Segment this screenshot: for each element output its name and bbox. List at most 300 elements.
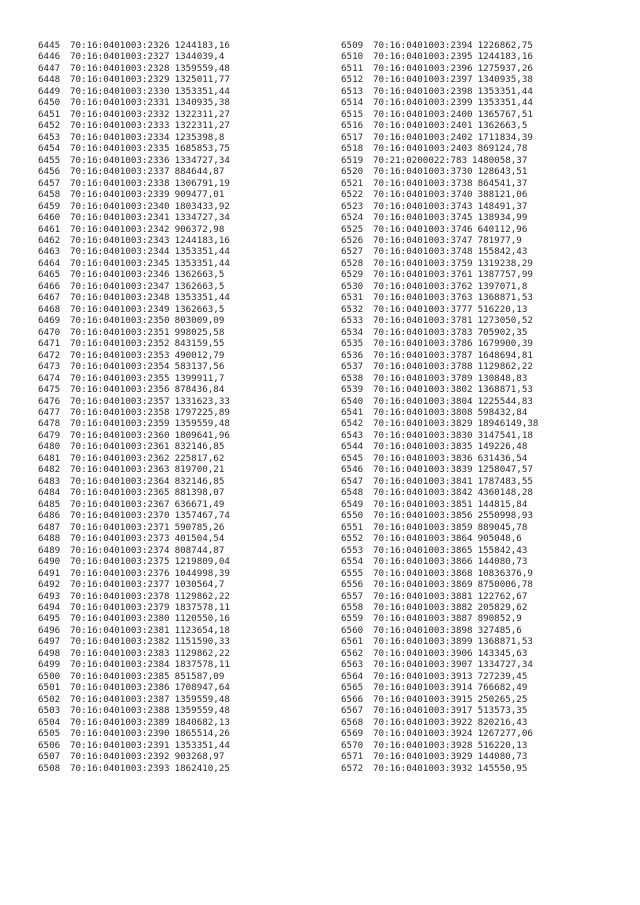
cadastral-number: 70:16:0401003:2401 xyxy=(373,120,473,132)
table-row xyxy=(38,705,338,716)
row-number: 6484 xyxy=(38,487,61,499)
cadastral-value: 998025,58 xyxy=(174,326,225,338)
row-number: 6557 xyxy=(341,590,364,602)
table-row xyxy=(38,109,338,120)
cadastral-number: 70:16:0401003:2327 xyxy=(70,51,170,63)
cadastral-value: 864541,37 xyxy=(477,177,528,189)
table-row xyxy=(341,694,640,705)
cadastral-number: 70:16:0401003:2376 xyxy=(70,567,170,579)
cadastral-value: 1226862,75 xyxy=(477,40,533,51)
cadastral-number: 70:16:0401003:3899 xyxy=(373,636,473,648)
cadastral-number: 70:16:0401003:2355 xyxy=(70,372,170,384)
cadastral-value: 878436,84 xyxy=(174,384,225,396)
cadastral-number: 70:16:0401003:3898 xyxy=(373,624,473,636)
cadastral-number: 70:16:0401003:3762 xyxy=(373,280,473,292)
row-number: 6552 xyxy=(341,533,364,545)
row-number: 6567 xyxy=(341,705,364,717)
row-number: 6498 xyxy=(38,647,61,659)
cadastral-value: 1225544,83 xyxy=(477,395,533,407)
cadastral-number: 70:16:0401003:2396 xyxy=(373,62,473,74)
cadastral-number: 70:16:0401003:3740 xyxy=(373,189,473,201)
table-row xyxy=(38,246,338,257)
row-number: 6478 xyxy=(38,418,61,430)
table-row xyxy=(38,51,338,62)
cadastral-value: 803009,09 xyxy=(174,315,225,327)
cadastral-number: 70:16:0401003:2395 xyxy=(373,51,473,63)
cadastral-value: 1359559,48 xyxy=(174,693,230,705)
table-row xyxy=(341,602,640,613)
cadastral-value: 640112,96 xyxy=(477,223,528,235)
table-row xyxy=(38,178,338,189)
row-number: 6551 xyxy=(341,521,364,533)
left-column xyxy=(38,40,338,774)
cadastral-number: 70:16:0401003:3839 xyxy=(373,464,473,476)
cadastral-number: 70:16:0401003:3836 xyxy=(373,452,473,464)
row-number: 6503 xyxy=(38,705,61,717)
row-number: 6545 xyxy=(341,452,364,464)
table-row xyxy=(38,717,338,728)
cadastral-value: 1362663,5 xyxy=(174,280,225,292)
cadastral-value: 906372,98 xyxy=(174,223,225,235)
table-row xyxy=(341,74,640,85)
row-number: 6464 xyxy=(38,257,61,269)
table-row xyxy=(38,86,338,97)
cadastral-number: 70:16:0401003:2371 xyxy=(70,521,170,533)
cadastral-number: 70:16:0401003:2365 xyxy=(70,487,170,499)
cadastral-value: 1840682,13 xyxy=(174,716,230,728)
row-number: 6475 xyxy=(38,384,61,396)
cadastral-number: 70:16:0401003:2403 xyxy=(373,143,473,155)
cadastral-number: 70:16:0401003:3887 xyxy=(373,613,473,625)
cadastral-number: 70:16:0401003:3802 xyxy=(373,384,473,396)
row-number: 6518 xyxy=(341,143,364,155)
table-row xyxy=(38,212,338,223)
cadastral-number: 70:16:0401003:2385 xyxy=(70,670,170,682)
table-row xyxy=(341,763,640,774)
row-number: 6514 xyxy=(341,97,364,109)
cadastral-value: 819700,21 xyxy=(174,464,225,476)
table-row xyxy=(341,350,640,361)
row-number: 6566 xyxy=(341,693,364,705)
table-row xyxy=(341,579,640,590)
cadastral-value: 598432,84 xyxy=(477,407,528,418)
row-number: 6515 xyxy=(341,108,364,120)
table-row xyxy=(341,556,640,567)
cadastral-value: 1219809,04 xyxy=(174,556,230,568)
row-number: 6507 xyxy=(38,751,61,763)
row-number: 6554 xyxy=(341,556,364,568)
row-number: 6536 xyxy=(341,349,364,361)
cadastral-value: 631436,54 xyxy=(477,452,528,464)
cadastral-value: 205829,62 xyxy=(477,601,528,613)
cadastral-number: 70:16:0401003:2359 xyxy=(70,418,170,430)
cadastral-number: 70:16:0401003:2353 xyxy=(70,349,170,361)
cadastral-number: 70:16:0401003:3746 xyxy=(373,223,473,235)
row-number: 6459 xyxy=(38,200,61,212)
cadastral-value: 155842,43 xyxy=(477,544,528,556)
row-number: 6558 xyxy=(341,601,364,613)
cadastral-value: 1353351,44 xyxy=(174,739,230,751)
row-number: 6517 xyxy=(341,131,364,143)
cadastral-number: 70:16:0401003:3917 xyxy=(373,705,473,717)
table-row xyxy=(341,740,640,751)
cadastral-number: 70:16:0401003:3841 xyxy=(373,475,473,487)
cadastral-number: 70:16:0401003:2363 xyxy=(70,464,170,476)
table-row xyxy=(38,441,338,452)
cadastral-number: 70:16:0401003:2340 xyxy=(70,200,170,212)
table-row xyxy=(38,648,338,659)
cadastral-number: 70:16:0401003:3915 xyxy=(373,693,473,705)
table-row xyxy=(38,533,338,544)
table-row xyxy=(38,40,338,51)
table-row xyxy=(341,682,640,693)
cadastral-number: 70:16:0401003:2330 xyxy=(70,85,170,97)
row-number: 6483 xyxy=(38,475,61,487)
row-number: 6490 xyxy=(38,556,61,568)
cadastral-value: 1480058,37 xyxy=(472,154,528,166)
cadastral-number: 70:16:0401003:3907 xyxy=(373,659,473,671)
cadastral-number: 70:16:0401003:3777 xyxy=(373,303,473,315)
cadastral-number: 70:16:0401003:2390 xyxy=(70,728,170,740)
cadastral-value: 145550,95 xyxy=(477,762,528,774)
cadastral-value: 881398,07 xyxy=(174,487,225,499)
row-number: 6463 xyxy=(38,246,61,258)
cadastral-value: 1334727,34 xyxy=(174,154,230,166)
row-number: 6555 xyxy=(341,567,364,579)
row-number: 6450 xyxy=(38,97,61,109)
table-row xyxy=(38,464,338,475)
cadastral-number: 70:16:0401003:2326 xyxy=(70,40,170,51)
cadastral-value: 727239,45 xyxy=(477,670,528,682)
cadastral-value: 1306791,19 xyxy=(174,177,230,189)
cadastral-value: 820216,43 xyxy=(477,716,528,728)
cadastral-number: 70:16:0401003:3866 xyxy=(373,556,473,568)
table-row xyxy=(38,602,338,613)
table-row xyxy=(341,522,640,533)
cadastral-value: 1357467,74 xyxy=(174,510,230,522)
cadastral-value: 1809641,96 xyxy=(174,429,230,441)
table-row xyxy=(341,533,640,544)
cadastral-value: 1797225,89 xyxy=(174,407,230,418)
table-row xyxy=(341,499,640,510)
cadastral-number: 70:16:0401003:2332 xyxy=(70,108,170,120)
cadastral-value: 909477,01 xyxy=(174,189,225,201)
cadastral-number: 70:16:0401003:2344 xyxy=(70,246,170,258)
row-number: 6500 xyxy=(38,670,61,682)
row-number: 6571 xyxy=(341,751,364,763)
cadastral-number: 70:16:0401003:2331 xyxy=(70,97,170,109)
table-row xyxy=(38,338,338,349)
cadastral-value: 513573,35 xyxy=(477,705,528,717)
table-row xyxy=(38,292,338,303)
cadastral-number: 70:16:0401003:3882 xyxy=(373,601,473,613)
cadastral-number: 70:16:0401003:3829 xyxy=(373,418,473,430)
cadastral-number: 70:16:0401003:2335 xyxy=(70,143,170,155)
row-number: 6469 xyxy=(38,315,61,327)
cadastral-value: 1129862,22 xyxy=(174,647,230,659)
row-number: 6487 xyxy=(38,521,61,533)
cadastral-number: 70:16:0401003:3781 xyxy=(373,315,473,327)
row-number: 6447 xyxy=(38,62,61,74)
table-row xyxy=(38,97,338,108)
cadastral-number: 70:16:0401003:3747 xyxy=(373,234,473,246)
table-row xyxy=(38,545,338,556)
cadastral-number: 70:16:0401003:3748 xyxy=(373,246,473,258)
cadastral-value: 905048,6 xyxy=(477,533,522,545)
cadastral-value: 1837578,11 xyxy=(174,601,230,613)
cadastral-number: 70:16:0401003:2356 xyxy=(70,384,170,396)
cadastral-number: 70:16:0401003:3745 xyxy=(373,212,473,224)
row-number: 6534 xyxy=(341,326,364,338)
cadastral-number: 70:16:0401003:2367 xyxy=(70,498,170,510)
row-number: 6468 xyxy=(38,303,61,315)
table-row xyxy=(341,63,640,74)
row-number: 6495 xyxy=(38,613,61,625)
table-row xyxy=(38,510,338,521)
cadastral-number: 70:16:0401003:2360 xyxy=(70,429,170,441)
cadastral-value: 1334727,34 xyxy=(477,659,533,671)
row-number: 6563 xyxy=(341,659,364,671)
table-row xyxy=(38,120,338,131)
row-number: 6556 xyxy=(341,579,364,591)
cadastral-value: 1258047,57 xyxy=(477,464,533,476)
table-row xyxy=(38,418,338,429)
table-row xyxy=(341,40,640,51)
cadastral-number: 70:16:0401003:2402 xyxy=(373,131,473,143)
table-row xyxy=(341,315,640,326)
cadastral-value: 1319238,29 xyxy=(477,257,533,269)
cadastral-value: 144080,73 xyxy=(477,556,528,568)
cadastral-value: 1368871,53 xyxy=(477,384,533,396)
cadastral-number: 70:16:0401003:2350 xyxy=(70,315,170,327)
table-row xyxy=(341,476,640,487)
row-number: 6453 xyxy=(38,131,61,143)
table-row xyxy=(341,659,640,670)
cadastral-number: 70:16:0401003:2387 xyxy=(70,693,170,705)
table-row xyxy=(38,568,338,579)
row-number: 6458 xyxy=(38,189,61,201)
cadastral-number: 70:16:0401003:2373 xyxy=(70,533,170,545)
table-row xyxy=(341,361,640,372)
table-row xyxy=(341,441,640,452)
table-row xyxy=(341,625,640,636)
cadastral-value: 1244183,16 xyxy=(174,234,230,246)
row-number: 6489 xyxy=(38,544,61,556)
cadastral-value: 1325011,77 xyxy=(174,74,230,86)
row-number: 6542 xyxy=(341,418,364,430)
cadastral-number: 70:16:0401003:3788 xyxy=(373,361,473,373)
cadastral-number: 70:16:0401003:3913 xyxy=(373,670,473,682)
cadastral-number: 70:16:0401003:2349 xyxy=(70,303,170,315)
table-row xyxy=(38,407,338,418)
cadastral-number: 70:16:0401003:2345 xyxy=(70,257,170,269)
row-number: 6538 xyxy=(341,372,364,384)
row-number: 6520 xyxy=(341,166,364,178)
table-row xyxy=(38,659,338,670)
table-row xyxy=(341,464,640,475)
table-row xyxy=(341,751,640,762)
row-number: 6508 xyxy=(38,762,61,774)
cadastral-number: 70:16:0401003:2375 xyxy=(70,556,170,568)
table-row xyxy=(38,671,338,682)
table-row xyxy=(341,166,640,177)
cadastral-number: 70:16:0401003:2393 xyxy=(70,762,170,774)
cadastral-value: 1368871,53 xyxy=(477,292,533,304)
cadastral-number: 70:16:0401003:3851 xyxy=(373,498,473,510)
row-number: 6525 xyxy=(341,223,364,235)
row-number: 6527 xyxy=(341,246,364,258)
table-row xyxy=(341,304,640,315)
cadastral-value: 1044998,39 xyxy=(174,567,230,579)
table-row xyxy=(341,384,640,395)
cadastral-value: 1685853,75 xyxy=(174,143,230,155)
cadastral-number: 70:16:0401003:2399 xyxy=(373,97,473,109)
table-row xyxy=(341,327,640,338)
cadastral-number: 70:16:0401003:2342 xyxy=(70,223,170,235)
cadastral-number: 70:16:0401003:3786 xyxy=(373,338,473,350)
table-row xyxy=(38,327,338,338)
row-number: 6477 xyxy=(38,407,61,418)
cadastral-number: 70:16:0401003:2357 xyxy=(70,395,170,407)
row-number: 6562 xyxy=(341,647,364,659)
row-number: 6449 xyxy=(38,85,61,97)
row-number: 6451 xyxy=(38,108,61,120)
row-number: 6547 xyxy=(341,475,364,487)
row-number: 6524 xyxy=(341,212,364,224)
table-row xyxy=(38,304,338,315)
row-number: 6494 xyxy=(38,601,61,613)
cadastral-value: 4360148,28 xyxy=(477,487,533,499)
row-number: 6570 xyxy=(341,739,364,751)
table-row xyxy=(341,705,640,716)
cadastral-value: 1273050,52 xyxy=(477,315,533,327)
cadastral-number: 70:16:0401003:2347 xyxy=(70,280,170,292)
row-number: 6528 xyxy=(341,257,364,269)
cadastral-number: 70:16:0401003:2378 xyxy=(70,590,170,602)
cadastral-number: 70:16:0401003:2348 xyxy=(70,292,170,304)
row-number: 6496 xyxy=(38,624,61,636)
cadastral-value: 1865514,26 xyxy=(174,728,230,740)
cadastral-number: 70:16:0401003:3922 xyxy=(373,716,473,728)
table-row xyxy=(341,292,640,303)
cadastral-number: 70:16:0401003:3763 xyxy=(373,292,473,304)
table-row xyxy=(38,763,338,774)
cadastral-value: 869124,78 xyxy=(477,143,528,155)
cadastral-number: 70:16:0401003:3914 xyxy=(373,682,473,694)
row-number: 6529 xyxy=(341,269,364,281)
cadastral-number: 70:16:0401003:2370 xyxy=(70,510,170,522)
table-row xyxy=(341,591,640,602)
row-number: 6550 xyxy=(341,510,364,522)
cadastral-value: 1340935,38 xyxy=(174,97,230,109)
cadastral-value: 1365767,51 xyxy=(477,108,533,120)
table-row xyxy=(341,258,640,269)
table-row xyxy=(341,430,640,441)
table-row xyxy=(341,178,640,189)
row-number: 6565 xyxy=(341,682,364,694)
cadastral-value: 155842,43 xyxy=(477,246,528,258)
table-row xyxy=(341,453,640,464)
cadastral-value: 1123654,18 xyxy=(174,624,230,636)
cadastral-number: 70:16:0401003:2379 xyxy=(70,601,170,613)
cadastral-value: 490012,79 xyxy=(174,349,225,361)
cadastral-number: 70:16:0401003:3804 xyxy=(373,395,473,407)
cadastral-value: 10836376,9 xyxy=(477,567,533,579)
row-number: 6559 xyxy=(341,613,364,625)
cadastral-value: 148491,37 xyxy=(477,200,528,212)
row-number: 6486 xyxy=(38,510,61,522)
row-number: 6513 xyxy=(341,85,364,97)
table-row xyxy=(38,281,338,292)
cadastral-value: 401504,54 xyxy=(174,533,225,545)
cadastral-value: 388121,06 xyxy=(477,189,528,201)
row-number: 6480 xyxy=(38,441,61,453)
cadastral-value: 808744,87 xyxy=(174,544,225,556)
cadastral-value: 1711834,39 xyxy=(477,131,533,143)
table-row xyxy=(38,201,338,212)
cadastral-value: 1368871,53 xyxy=(477,636,533,648)
row-number: 6512 xyxy=(341,74,364,86)
table-row xyxy=(38,613,338,624)
row-number: 6546 xyxy=(341,464,364,476)
cadastral-value: 1387757,99 xyxy=(477,269,533,281)
row-number: 6560 xyxy=(341,624,364,636)
cadastral-value: 1275937,26 xyxy=(477,62,533,74)
row-number: 6532 xyxy=(341,303,364,315)
row-number: 6568 xyxy=(341,716,364,728)
cadastral-value: 138934,99 xyxy=(477,212,528,224)
cadastral-number: 70:16:0401003:2336 xyxy=(70,154,170,166)
cadastral-value: 590785,26 xyxy=(174,521,225,533)
cadastral-value: 889045,78 xyxy=(477,521,528,533)
cadastral-value: 1344039,4 xyxy=(174,51,225,63)
cadastral-number: 70:16:0401003:2352 xyxy=(70,338,170,350)
cadastral-value: 583137,56 xyxy=(174,361,225,373)
row-number: 6465 xyxy=(38,269,61,281)
row-number: 6476 xyxy=(38,395,61,407)
row-number: 6446 xyxy=(38,51,61,63)
row-number: 6533 xyxy=(341,315,364,327)
cadastral-value: 122762,67 xyxy=(477,590,528,602)
table-row xyxy=(38,694,338,705)
table-row xyxy=(38,132,338,143)
cadastral-value: 1331623,33 xyxy=(174,395,230,407)
cadastral-value: 1359559,48 xyxy=(174,705,230,717)
table-row xyxy=(38,166,338,177)
cadastral-value: 1837578,11 xyxy=(174,659,230,671)
cadastral-value: 1353351,44 xyxy=(174,292,230,304)
cadastral-number: 70:16:0401003:3928 xyxy=(373,739,473,751)
table-row xyxy=(38,350,338,361)
cadastral-number: 70:16:0401003:2374 xyxy=(70,544,170,556)
cadastral-number: 70:16:0401003:2341 xyxy=(70,212,170,224)
cadastral-number: 70:16:0401003:3864 xyxy=(373,533,473,545)
table-row xyxy=(38,269,338,280)
cadastral-number: 70:16:0401003:3929 xyxy=(373,751,473,763)
cadastral-number: 70:16:0401003:2392 xyxy=(70,751,170,763)
table-row xyxy=(341,568,640,579)
row-number: 6462 xyxy=(38,234,61,246)
table-row xyxy=(38,143,338,154)
table-row xyxy=(341,613,640,624)
row-number: 6460 xyxy=(38,212,61,224)
table-row xyxy=(341,155,640,166)
table-row xyxy=(341,396,640,407)
cadastral-value: 1129862,22 xyxy=(174,590,230,602)
table-row xyxy=(341,338,640,349)
cadastral-number: 70:16:0401003:3906 xyxy=(373,647,473,659)
table-row xyxy=(341,407,640,418)
